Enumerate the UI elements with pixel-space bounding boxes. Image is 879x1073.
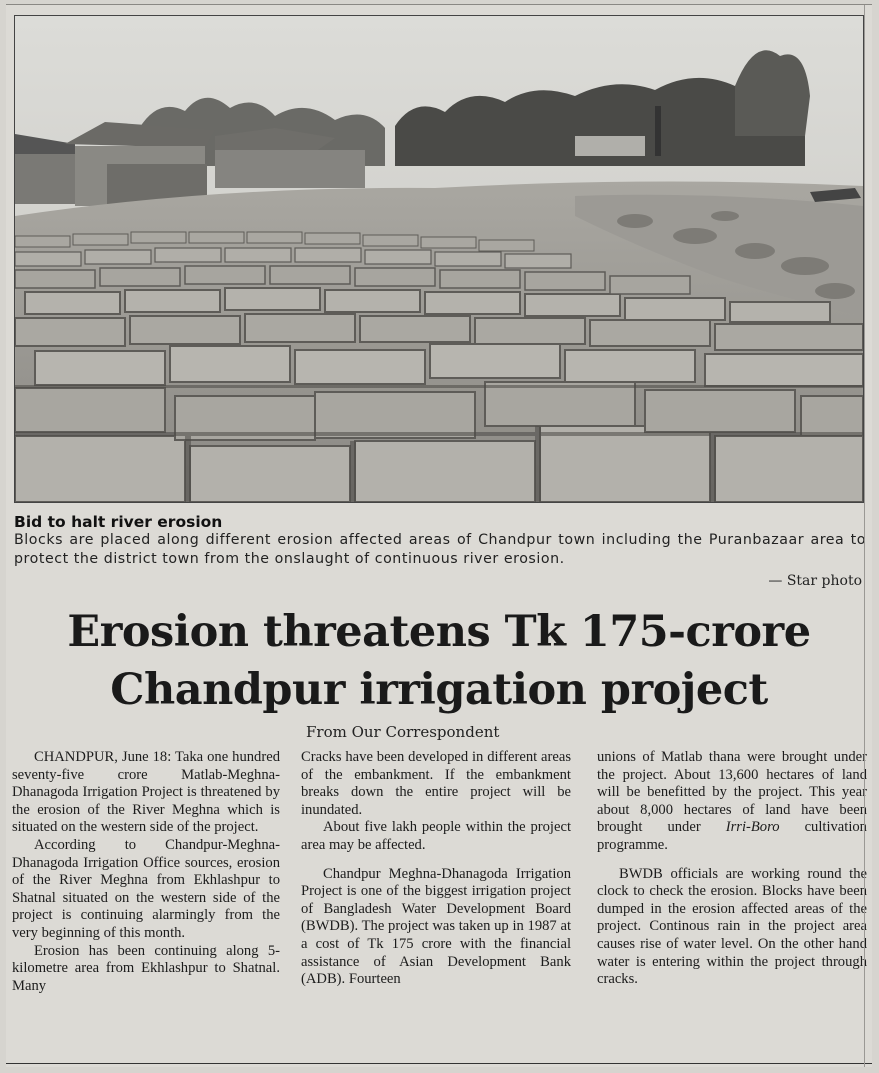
photo-caption-heading: Bid to halt river erosion [14,513,223,531]
byline: From Our Correspondent [306,723,500,741]
right-edge-rule [864,5,865,1067]
paragraph-7-start: unions of Matlab thana were brought under the project. About 13,600 hectares of land will be benefitted by the project. This year about 8,000 hectares of land have been brought under [597,749,867,836]
paragraph-1: CHANDPUR, June 18: Taka one hundred seventy-five crore Matlab-Meghna-Dhanagoda Irrigation Project is threatened by the erosion of the River Meghna which is situated on the western side of the project. [12,749,280,836]
article-column-3 [597,749,867,989]
article-column-1 [12,749,280,995]
headline-line-1: Erosion threatens Tk 175-crore [67,607,811,657]
bottom-rule [6,1063,872,1064]
article-column-2 [301,749,571,989]
news-photo [14,15,864,503]
newspaper-clipping [6,4,872,1067]
photo-credit: — Star photo [768,573,862,589]
paragraph-6: Chandpur Meghna-Dhanagoda Irrigation Project is one of the biggest irrigation project of Bangladesh Water Development Board (BWDB). The project was taken up in 1987 at a cost of Tk 175 crore with the financial assistance of Asian Development Bank (ADB). Fourteen [301,865,571,988]
article-headline [6,603,872,719]
paragraph-7-crop-name: Irri-Boro [725,819,780,836]
headline-line-2: Chandpur irrigation project [110,665,768,715]
paragraph-8: BWDB officials are working round the clock to check the erosion. Blocks have been dumped in the erosion affected areas of the project. Continous rain in the project area causes rise of water level. On the other hand water is entering within the project through cracks. [597,865,867,988]
paragraph-4: Cracks have been developed in different areas of the embankment. If the embankment breaks down the entire project will be inundated. [301,749,571,818]
paragraph-7-end: cultivation programme. [597,819,867,853]
paragraph-2: According to Chandpur-Meghna-Dhanagoda Irrigation Office sources, erosion of the River Meghna from Ekhlashpur to Shatnal situated on the western side of the project is continuing alarmingly from the very beginning of this month. [12,836,280,941]
photo-caption-text: Blocks are placed along different erosion affected areas of Chandpur town including the Puranbazaar area to protect the district town from the onslaught of continuous river erosion. [14,532,866,567]
river-bank-blocks-photo [15,16,863,502]
paragraph-3: Erosion has been continuing along 5-kilometre area from Ekhlashpur to Shatnal. Many [12,942,280,994]
paragraph-5: About five lakh people within the project area may be affected. [301,819,571,853]
paragraph-7 [597,749,867,855]
